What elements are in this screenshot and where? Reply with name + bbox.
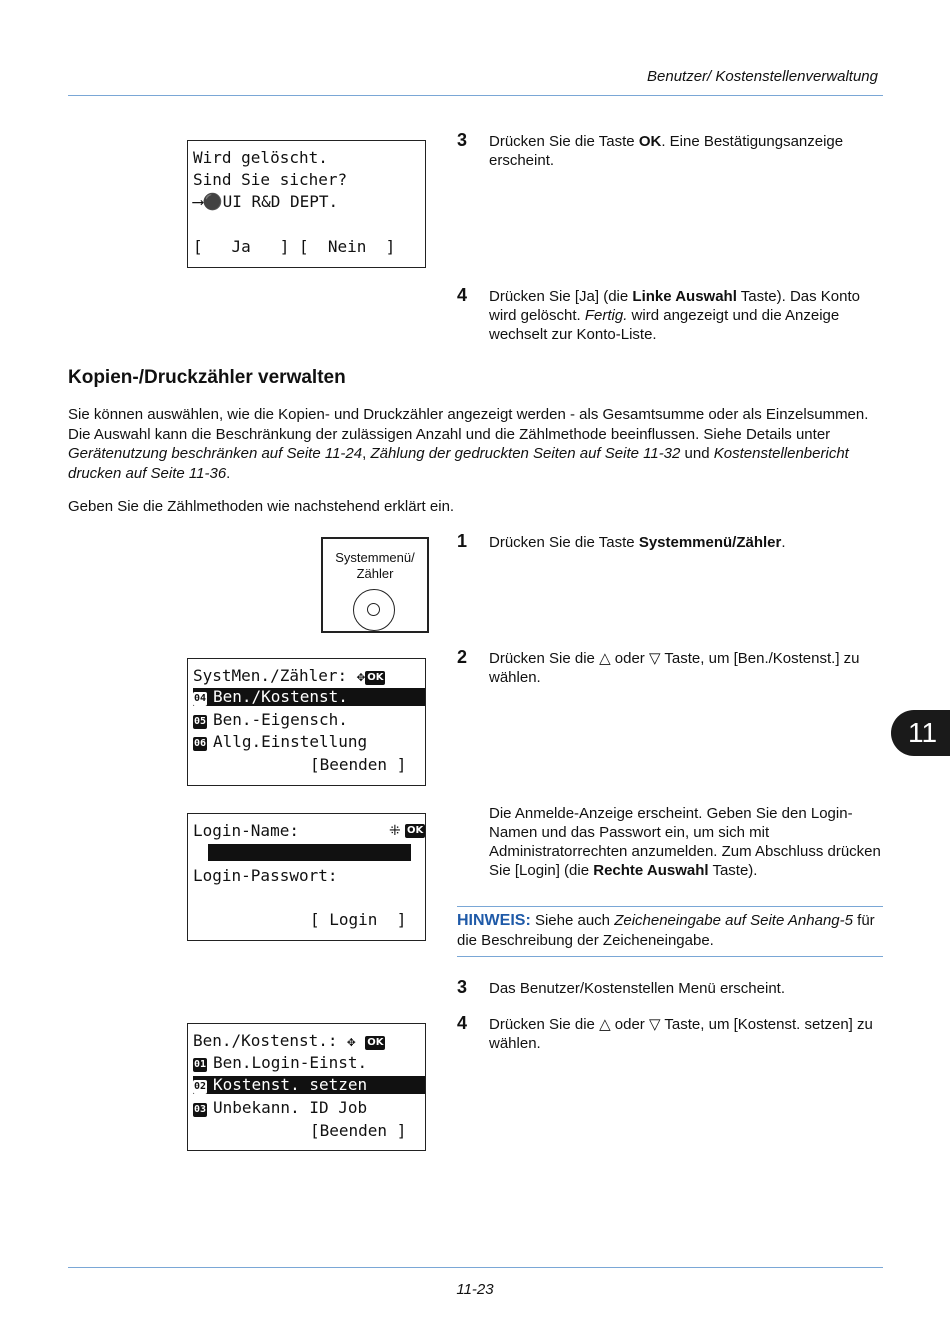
menu-item[interactable]: 05 Ben.-Eigensch.: [193, 710, 348, 729]
step-text: Das Benutzer/Kostenstellen Menü erscheint.: [489, 980, 785, 997]
navigation-icon: ✥: [347, 1034, 356, 1050]
lcd-account-menu: [187, 1023, 426, 1151]
step-text: Drücken Sie die △ oder ▽ Taste, um [Ben./Kostenst.] zu wählen.: [489, 650, 860, 686]
navigation-icon: ✥: [356, 669, 366, 685]
down-triangle-icon: ▽: [648, 1016, 661, 1033]
page-number: 11-23: [456, 1281, 494, 1298]
key-label: Zähler: [356, 566, 394, 581]
lcd-title-line: Login-Name: ⁜ OK: [193, 821, 424, 840]
lcd-softkey[interactable]: [Beenden ]: [310, 755, 407, 774]
lcd-line: ⟶⚫UI R&D DEPT.: [193, 192, 339, 211]
section-title: Kopien-/Druckzähler verwalten: [68, 367, 346, 388]
chapter-tab: 11: [891, 710, 950, 756]
ok-icon: OK: [367, 672, 384, 683]
lcd-login: [187, 813, 426, 941]
intro-paragraph: Sie können auswählen, wie die Kopien- und Druckzähler angezeigt werden - als Gesamtsumme oder als Einzelsummen. Die Auswahl kann die Beschränkung der zulässigen Anzahl und die Zählmethode beeinflussen. Siehe Details unter Gerätenutzung beschränken auf Seite 11-24, Zählung der gedruckten Seiten auf Seite 11-32 und Kostenstellenbericht drucken auf Seite 11-36.: [68, 406, 869, 482]
step-text: Drücken Sie [Ja] (die Linke Auswahl Taste). Das Konto wird gelöscht. Fertig. wird angezeigt und die Anzeige wechselt zur Konto-Liste.: [489, 288, 860, 343]
menu-item[interactable]: 03 Unbekann. ID Job: [193, 1098, 368, 1117]
users-icon: ⚫: [202, 192, 223, 211]
note-box: HINWEIS: Siehe auch Zeicheneingabe auf Seite Anhang-5 für die Beschreibung der Zeicheneingabe.: [457, 906, 883, 957]
step-number: 1: [457, 531, 468, 551]
menu-item[interactable]: 06 Allg.Einstellung: [193, 732, 368, 751]
header-rule: [68, 95, 883, 96]
ok-icon: OK: [407, 825, 424, 836]
down-triangle-icon: ▽: [648, 650, 661, 667]
menu-item[interactable]: 04 Ben./Kostenst.: [193, 687, 348, 706]
note-label: HINWEIS:: [457, 912, 531, 929]
system-menu-key[interactable]: [321, 537, 429, 633]
footer-rule: [68, 1267, 883, 1268]
step-text: Die Anmelde-Anzeige erscheint. Geben Sie den Login-Namen und das Passwort ein, um sich mit Administratorrechten anzumelden. Zum Abschluss drücken Sie [Login] (die Rechte Auswahl Taste).: [489, 805, 881, 879]
instruction-paragraph: Geben Sie die Zählmethoden wie nachstehend erklärt ein.: [68, 498, 455, 515]
menu-item[interactable]: 01 Ben.Login-Einst.: [193, 1053, 368, 1072]
login-name-input[interactable]: [208, 844, 411, 861]
step-text: Drücken Sie die Taste OK. Eine Bestätigungsanzeige erscheint.: [489, 133, 844, 169]
lcd-title-line: Ben./Kostenst.: ✥ OK: [193, 1031, 384, 1050]
up-triangle-icon: △: [599, 650, 611, 667]
step-number: 3: [457, 130, 468, 150]
key-label: Systemmenü/: [335, 550, 415, 565]
lcd-system-menu: [187, 658, 426, 786]
lcd-line: Sind Sie sicher?: [193, 170, 348, 189]
lcd-line: Login-Passwort:: [193, 866, 338, 885]
step-number: 2: [457, 647, 468, 667]
step-text: Drücken Sie die Taste Systemmenü/Zähler.: [489, 534, 786, 551]
navigation-icon: ⁜: [389, 823, 401, 839]
ok-icon: OK: [367, 1037, 384, 1048]
step-number: 4: [457, 285, 468, 305]
up-triangle-icon: △: [599, 1016, 611, 1033]
step-number: 3: [457, 977, 468, 997]
login-softkey[interactable]: [ Login ]: [310, 910, 407, 929]
lcd-softkeys[interactable]: [ Ja ] [ Nein ]: [193, 237, 396, 256]
lcd-title-line: SystMen./Zähler: ✥ OK: [193, 666, 384, 685]
arrow-right-icon: ⟶: [193, 192, 203, 211]
step-number: 4: [457, 1013, 468, 1033]
lcd-line: Wird gelöscht.: [193, 148, 328, 167]
running-header: Benutzer/ Kostenstellenverwaltung: [647, 68, 878, 85]
step-text: Drücken Sie die △ oder ▽ Taste, um [Kostenst. setzen] zu wählen.: [489, 1016, 873, 1052]
lcd-delete-confirm: [187, 140, 426, 268]
lcd-softkey[interactable]: [Beenden ]: [310, 1121, 407, 1140]
menu-item[interactable]: 02 Kostenst. setzen: [193, 1075, 368, 1094]
key-led-icon: [367, 603, 380, 616]
